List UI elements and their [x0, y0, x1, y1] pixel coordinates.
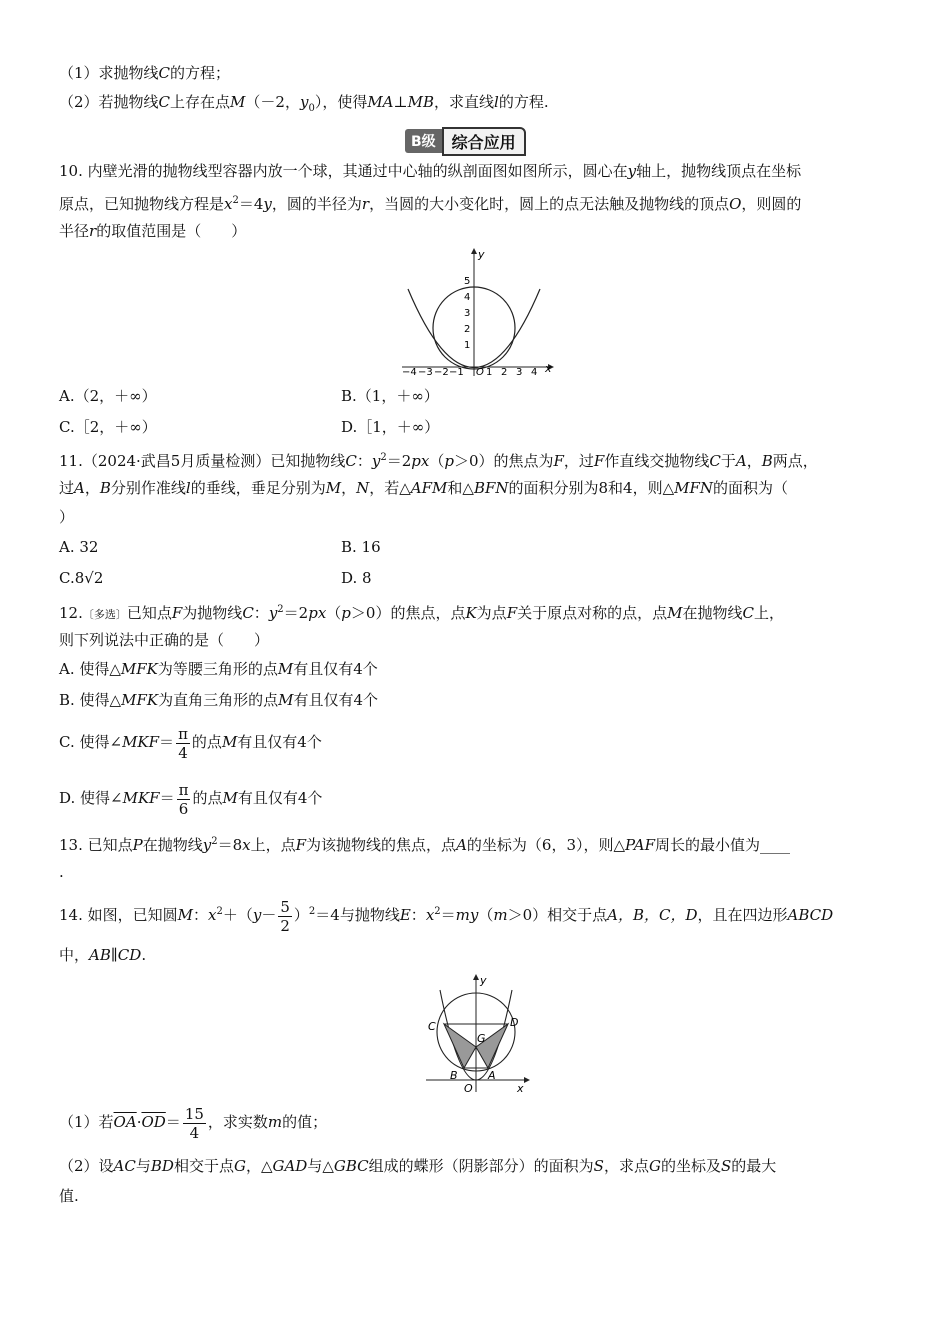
q12-option-c[interactable]: C. 使得∠MKF＝ $\frac{\pi}{4}$ 的点M有且仅有4个 [59, 724, 322, 762]
q14-origin: O [464, 1082, 473, 1095]
q10-option-b[interactable]: B.（1，＋∞） [341, 387, 439, 405]
q12-option-d[interactable]: D. 使得∠MKF＝ $\frac{\pi}{6}$ 的点M有且仅有4个 [59, 780, 323, 818]
section-level: B级 [405, 129, 442, 153]
q10-ytick-3: 3 [464, 308, 471, 319]
q14-figure [420, 970, 530, 1096]
q10-xtick-1: 1 [486, 367, 493, 378]
q11-line3: ） [59, 508, 75, 526]
q12-line1: 12.〔多选〕已知点F为抛物线C：$y^2=2px(p>0)$的焦点，点K为点F关于原点对称的点，点M在抛物线C上， [59, 604, 784, 622]
q10-xtick-4: 4 [531, 367, 538, 378]
q14-point-d: D [510, 1016, 519, 1029]
q10-ytick-4: 4 [464, 292, 471, 303]
q10-line3: 半径r的取值范围是（ ） [59, 222, 247, 240]
q9-part1: （1）求抛物线C的方程； [59, 64, 231, 82]
q10-option-c[interactable]: C.［2，＋∞） [59, 418, 157, 436]
section-badge [405, 128, 526, 154]
q10-ytick-5: 5 [464, 276, 471, 287]
q10-y-label: y [478, 248, 485, 261]
q12-line2: 则下列说法中正确的是（ ） [59, 631, 270, 649]
q10-x-label: x [545, 362, 552, 375]
q11-option-d[interactable]: D. 8 [341, 569, 372, 587]
multi-select-tag: 〔多选〕 [82, 608, 127, 621]
q10-line2: 原点，已知抛物线方程是$x^2=4y$，圆的半径为r，当圆的大小变化时，圆上的点无法触及抛物线的顶点O，则圆的 [59, 195, 802, 213]
section-title: 综合应用 [442, 127, 526, 156]
q10-origin: O [476, 367, 484, 378]
q14-part1: （1）若$\overline{OA}\cdot\overline{OD}=$ $\frac{15}{4}$ ，求实数m的值； [59, 1104, 328, 1142]
q14-line1: 14. 如图，已知圆M：$x^2+(y-$ $\frac{5}{2}$ ）$^2$＝4与抛物线E：$x^2=my(m>0)$相交于点A，B，C，D，且在四边形ABCD [59, 897, 834, 935]
q10-figure [398, 246, 558, 380]
q10-ytick-2: 2 [464, 324, 471, 335]
q10-option-a[interactable]: A.（2，＋∞） [59, 387, 157, 405]
q11-option-a[interactable]: A. 32 [59, 538, 99, 556]
q13-line2: . [59, 863, 64, 881]
q11-line2: 过A，B分别作准线l的垂线，垂足分别为M，N，若△AFM和△BFN的面积分别为8和4，则△MFN的面积为（ [59, 479, 789, 497]
q14-line2: 中，AB∥CD. [59, 946, 147, 964]
q10-xtick-m4: −4 [402, 367, 417, 378]
q10-option-d[interactable]: D.［1，＋∞） [341, 418, 440, 436]
q12-option-b[interactable]: B. 使得△MFK为直角三角形的点M有且仅有4个 [59, 691, 379, 709]
q10-xtick-m2: −2 [434, 367, 449, 378]
q10-xtick-2: 2 [501, 367, 508, 378]
q10-xtick-m1: −1 [449, 367, 464, 378]
q11-option-b[interactable]: B. 16 [341, 538, 381, 556]
q14-x-label: x [517, 1082, 524, 1095]
q13-line1: 13. 已知点P在抛物线$y^2=8x$上，点F为该抛物线的焦点，点A的坐标为（6，3），则△PAF周长的最小值为____ [59, 836, 791, 854]
q11-option-c[interactable]: C.8√2 [59, 569, 104, 587]
q10-line1: 10. 内壁光滑的抛物线型容器内放一个球，其通过中心轴的纵剖面图如图所示，圆心在y轴上，抛物线顶点在坐标 [59, 162, 802, 180]
q14-y-label: y [480, 974, 487, 987]
q10-xtick-m3: −3 [418, 367, 433, 378]
q14-part2-line2: 值. [59, 1187, 79, 1205]
q14-point-a: A [488, 1069, 496, 1082]
q10-xtick-3: 3 [516, 367, 523, 378]
q14-point-b: B [450, 1069, 458, 1082]
q14-point-g: G [477, 1032, 486, 1045]
q14-point-c: C [428, 1020, 436, 1033]
q10-ytick-1: 1 [464, 340, 471, 351]
q11-line1: 11.（2024·武昌5月质量检测）已知抛物线C：$y^2=2px(p>0)$的焦点为F，过F作直线交抛物线C于A，B两点， [59, 452, 818, 470]
q9-part2: （2）若抛物线C上存在点M（－2，$y_0$），使得MA⊥MB，求直线l的方程. [59, 93, 549, 114]
q14-part2-line1: （2）设AC与BD相交于点G，△GAD与△GBC组成的蝶形（阴影部分）的面积为S，求点G的坐标及S的最大 [59, 1157, 777, 1175]
q12-option-a[interactable]: A. 使得△MFK为等腰三角形的点M有且仅有4个 [59, 660, 378, 678]
